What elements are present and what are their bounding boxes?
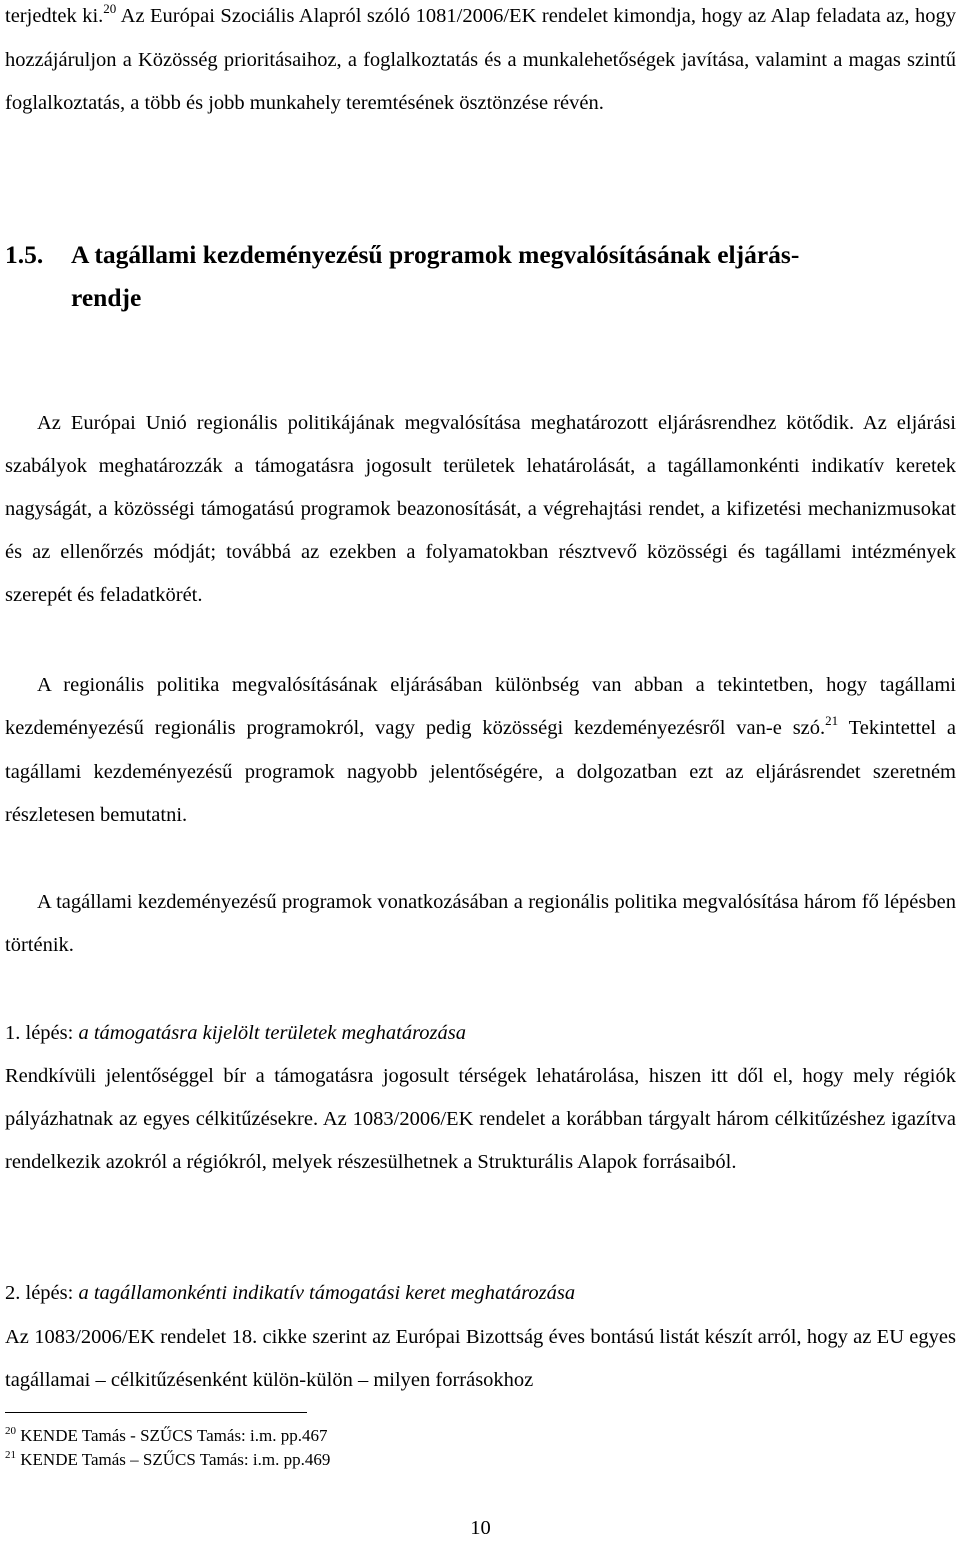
step2-title: a tagállamonkénti indikatív támogatási keret meghatározása [78,1282,576,1304]
section-number: 1.5. [5,240,44,269]
step1-label: 1. lépés: [5,1022,79,1044]
footnote-ref-20[interactable]: 20 [103,1,117,16]
footnote-21 [5,1448,956,1474]
paragraph-procedure: Az Európai Unió regionális politikájának megvalósítása meghatározott eljárásrendhez kötődik. Az eljárási szabályok meghatározzák a támogatásra jogosult területek lehatárolását, a tagállamonkénti indikatív keretek nagyságát, a közösségi támogatású programok beazonosítását, a végrehajtási rendet, a kifizetési mechanizmusokat és az ellenőrzés módját; továbbá az ezekben a folyamatokban résztvevő közösségi és tagállami intézmények szerepét és feladatkörét. [5,412,956,606]
paragraph-difference [5,664,956,837]
section-title-line1: A tagállami kezdeményezésű programok megvalósításának eljárás- [71,240,800,269]
footnote-20 [5,1424,956,1450]
footnote-mark: 20 [5,1425,16,1437]
footnote-text: KENDE Tamás - SZŰCS Tamás: i.m. pp.467 [20,1426,328,1445]
paragraph-three-steps: A tagállami kezdeményezésű programok vonatkozásában a regionális politika megvalósítása három fő lépésben történik. [5,891,956,956]
intro-paragraph [5,0,956,125]
step2-heading [5,1272,956,1315]
footnote-text: KENDE Tamás – SZŰCS Tamás: i.m. pp.469 [20,1450,331,1469]
step2-paragraph: Az 1083/2006/EK rendelet 18. cikke szerint az Európai Bizottság éves bontású listát készít arról, hogy az EU egyes tagállamai – célkitűzésenként külön-külön – milyen forrásokhoz [5,1326,956,1391]
step1-title: a támogatásra kijelölt területek meghatározása [78,1022,467,1044]
section-title-line2: rendje [71,283,142,312]
intro-text: Az Európai Szociális Alapról szóló 1081/2006/EK rendelet kimondja, hogy az Alap feladata az, hogy hozzájáruljon a Közösség prioritásaihoz, a foglalkoztatás és a munkalehetőségek javítása, valamint a magas szintű foglalkoztatás, a több és jobb munkahely teremtésének ösztönzése révén. [5,5,956,114]
step1-paragraph: Rendkívüli jelentőséggel bír a támogatásra jogosult térségek lehatárolása, hiszen itt dől el, hogy mely régiók pályázhatnak az egyes célkitűzésekre. Az 1083/2006/EK rendelet a korábban tárgyalt három célkitűzéshez igazítva rendelkezik azokról a régiókról, melyek részesülhetnek a Strukturális Alapok forrásaiból. [5,1065,956,1173]
footnote-ref-21[interactable]: 21 [825,713,839,728]
paragraph-difference-text-after: Tekintettel a tagállami kezdeményezésű programok nagyobb jelentőségére, a dolgozatban ezt az eljárásrendet szeretném részletesen bemutatni. [5,717,956,826]
footnote-mark: 21 [5,1449,16,1461]
step2-label: 2. lépés: [5,1282,79,1304]
intro-lead: terjedtek ki. [5,5,104,27]
section-heading [5,233,956,319]
document-page [5,0,956,1545]
step1-heading [5,1012,956,1055]
paragraph-difference-text: A regionális politika megvalósításának eljárásában különbség van abban a tekintetben, hogy tagállami kezdeményezésű regionális programokról, vagy pedig közösségi kezdeményezésről van-e szó. [5,674,956,739]
page-number: 10 [470,1517,491,1539]
footnote-divider [5,1412,307,1413]
